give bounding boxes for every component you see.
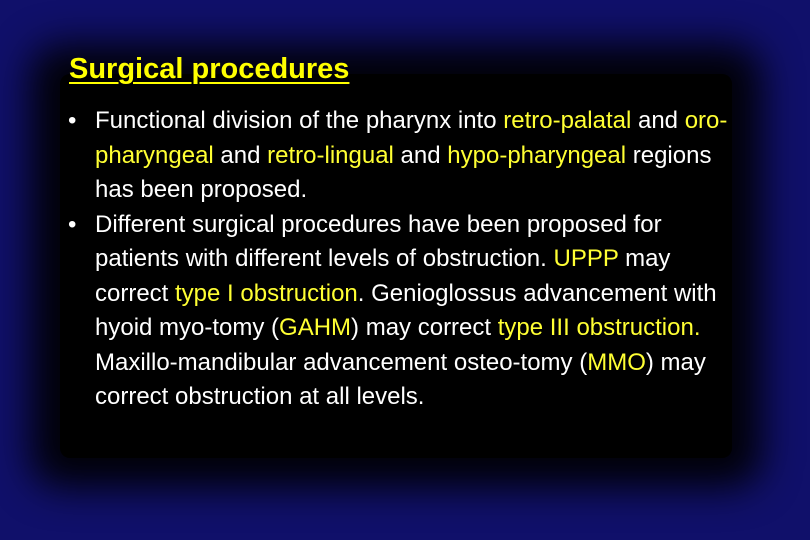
highlighted-term: hypo-pharyngeal <box>447 141 627 169</box>
bullet-dot-icon: • <box>68 107 77 134</box>
bullet-text: ) may correct <box>351 314 498 341</box>
bullet-text: Maxillo-mandibular advancement osteo-tomy ( <box>95 348 588 376</box>
bullet-dot-icon: • <box>68 210 77 238</box>
slide-title: Surgical procedures <box>69 53 350 85</box>
bullet-text: and <box>631 107 685 134</box>
bullet-text: and <box>393 141 448 169</box>
bullet-text: . Genioglossus advancement with hyoid myo-tomy ( <box>95 279 717 341</box>
bullet-text: Different surgical procedures have been proposed for patients with different levels of obstruction. <box>95 210 662 272</box>
highlighted-term: type I obstruction <box>175 279 358 307</box>
highlighted-term: type III obstruction. <box>497 314 701 341</box>
bullet-text: ) may correct obstruction at all levels. <box>95 348 706 410</box>
bullet-item <box>68 104 748 208</box>
bullet-item <box>68 208 748 415</box>
bullet-text: Functional division of the pharynx into <box>95 107 504 134</box>
bullet-list <box>68 104 748 415</box>
highlighted-term: retro-lingual <box>267 141 394 169</box>
highlighted-term: retro-palatal <box>503 107 632 134</box>
highlighted-term: UPPP <box>553 245 619 272</box>
bullet-text: regions has been proposed. <box>95 141 712 203</box>
highlighted-term: GAHM <box>279 314 352 341</box>
highlighted-term: MMO <box>587 348 646 376</box>
bullet-text: and <box>213 141 268 169</box>
bullet-text: may correct <box>95 245 671 307</box>
highlighted-term: oro-pharyngeal <box>95 107 728 169</box>
